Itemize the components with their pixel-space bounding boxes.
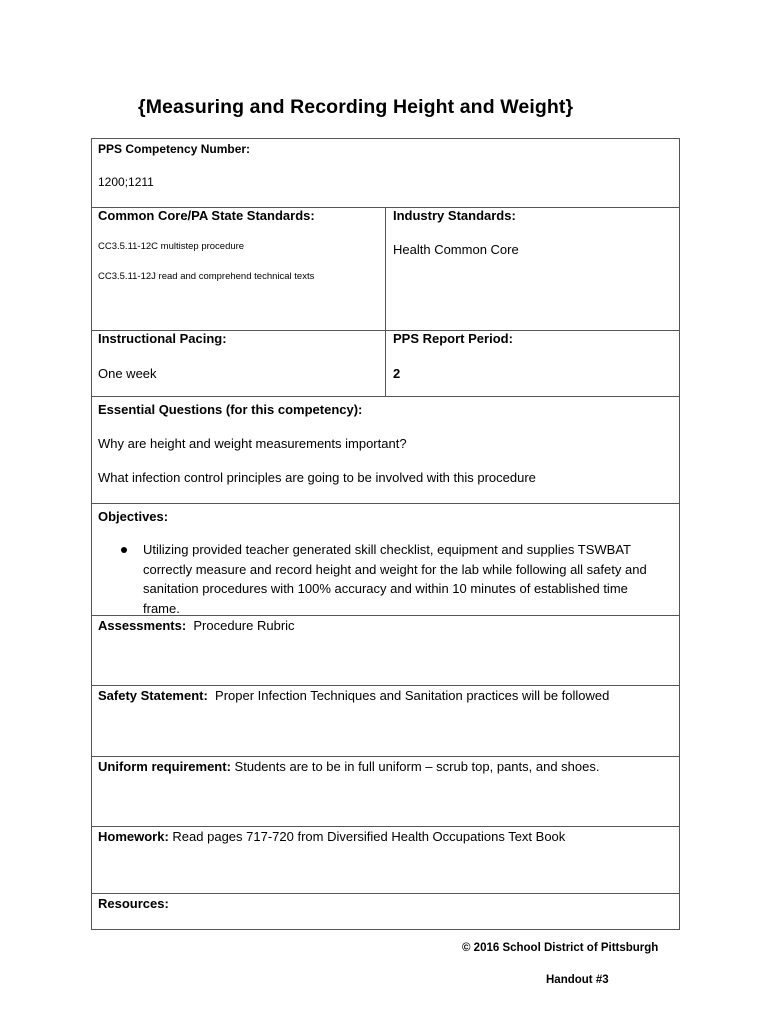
industry-standards-cell [386,208,679,330]
uniform-value: Students are to be in full uniform – scrub top, pants, and shoes. [234,759,600,774]
common-core-item: CC3.5.11-12J read and comprehend technical texts [98,271,315,282]
resources-row [92,894,679,929]
report-period-label: PPS Report Period: [393,331,513,346]
common-core-item: CC3.5.11-12C multistep procedure [98,241,245,252]
essential-question: What infection control principles are going to be involved with this procedure [98,470,536,485]
copyright-footer: © 2016 School District of Pittsburgh [462,942,659,954]
industry-standards-value: Health Common Core [393,242,519,257]
uniform-row [92,757,679,827]
safety-row [92,686,679,757]
assessments-row [92,616,679,686]
safety-line [98,688,609,703]
objectives-row [92,504,679,616]
homework-row [92,827,679,894]
pacing-row [92,331,679,397]
bullet-icon [121,547,127,553]
report-period-value: 2 [393,366,401,381]
lesson-plan-table [91,138,680,930]
uniform-line [98,759,599,774]
standards-row [92,208,679,331]
essential-questions-label: Essential Questions (for this competency): [98,402,363,417]
handout-label: Handout #3 [546,974,609,986]
objective-item [92,540,679,616]
objectives-label: Objectives: [98,509,169,524]
page-title: {Measuring and Recording Height and Weight} [138,96,574,118]
safety-label: Safety Statement: [98,688,208,703]
industry-standards-label: Industry Standards: [393,208,516,223]
common-core-cell [92,208,386,330]
competency-row [92,139,679,208]
assessments-label: Assessments: [98,618,187,633]
objective-text: Utilizing provided teacher generated skill checklist, equipment and supplies TSWBAT correctly measure and record height and weight for the lab while following all safety and sanitation procedures with 100% accuracy and within 10 minutes of established time frame. [143,542,647,616]
essential-questions-row [92,397,679,504]
assessments-value: Procedure Rubric [193,618,295,633]
essential-question: Why are height and weight measurements important? [98,436,407,451]
resources-label: Resources: [98,896,169,911]
homework-line [98,829,565,844]
pacing-label: Instructional Pacing: [98,331,227,346]
pacing-value: One week [98,366,157,381]
pacing-cell [92,331,386,396]
competency-label: PPS Competency Number: [98,142,251,156]
safety-value: Proper Infection Techniques and Sanitation practices will be followed [215,688,610,703]
common-core-label: Common Core/PA State Standards: [98,208,315,223]
report-period-cell [386,331,679,396]
homework-value: Read pages 717-720 from Diversified Health Occupations Text Book [172,829,566,844]
assessments-line [98,618,295,633]
homework-label: Homework: [98,829,169,844]
competency-value: 1200;1211 [98,175,154,189]
uniform-label: Uniform requirement: [98,759,231,774]
